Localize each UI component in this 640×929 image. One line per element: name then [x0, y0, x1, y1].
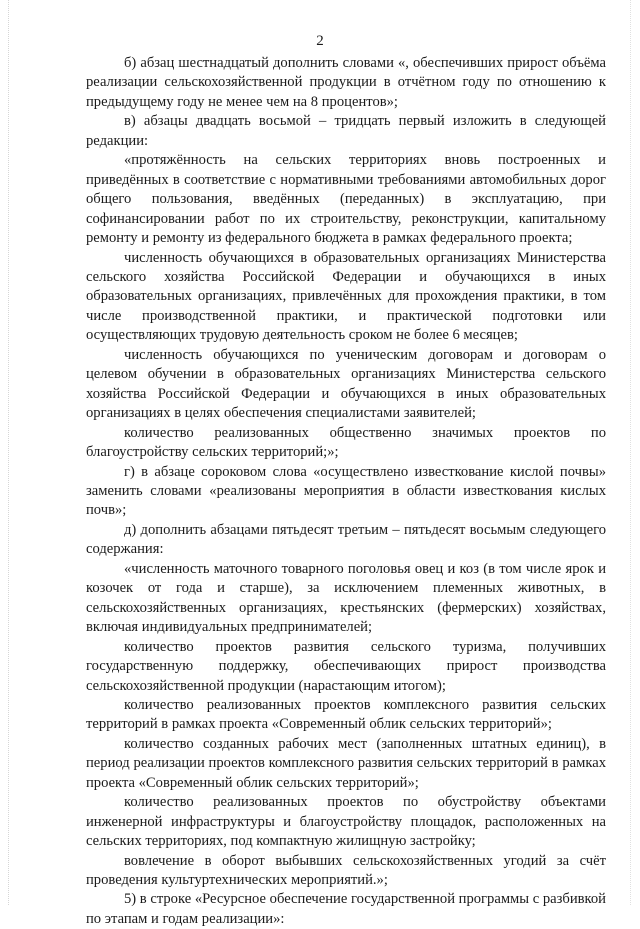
paragraph: численность обучающихся в образовательных организациях Министерства сельского хозяйства Российской Федерации и обучающихся в иных образовательных организациях, привлечённых для прохождения практики, в том числе производственной практики, и практической подготовки или осуществляющих трудовую деятельность сроком не более 6 месяцев; — [86, 249, 606, 344]
paragraph: количество проектов развития сельского туризма, получивших государственную поддержку, обеспечивающих прирост производства сельскохозяйственной продукции (нарастающим итогом); — [86, 638, 606, 694]
paragraph: количество реализованных проектов комплексного развития сельских территорий в рамках проекта «Современный облик сельских территорий»; — [86, 696, 606, 733]
paragraph: «протяжённость на сельских территориях вновь построенных и приведённых в соответствие с нормативными требованиями автомобильных дорог общего пользования, введённых (переданных) в эксплуатацию, при софинансировании работ по их строительству, реконструкции, капитальному ремонту и ремонту из федерального бюджета в рамках федерального проекта; — [86, 152, 606, 247]
scan-edge-left — [8, 0, 10, 905]
paragraph: численность обучающихся по ученическим договорам и договорам о целевом обучении в образовательных организациях Министерства сельского хозяйства Российской Федерации и обучающихся в иных образовательных организациях в целях обеспечения специалистами заявителей; — [86, 346, 606, 422]
paragraph: количество созданных рабочих мест (заполненных штатных единиц), в период реализации проектов комплексного развития сельских территорий в рамках проекта «Современный облик сельских территорий»; — [86, 735, 606, 791]
paragraph: количество реализованных общественно значимых проектов по благоустройству сельских территорий;»; — [86, 424, 606, 461]
paragraph: в) абзацы двадцать восьмой – тридцать первый изложить в следующей редакции: — [86, 113, 606, 149]
document-body — [86, 54, 606, 929]
paragraph: «численность маточного товарного поголовья овец и коз (в том числе ярок и козочек от года и старше), за исключением племенных животных, в сельскохозяйственных организациях, крестьянских (фермерских) хозяйствах, включая индивидуальных предпринимателей; — [86, 560, 606, 636]
paragraph: 5) в строке «Ресурсное обеспечение государственной программы с разбивкой по этапам и годам реализации»: — [86, 891, 606, 927]
paragraph: вовлечение в оборот выбывших сельскохозяйственных угодий за счёт проведения культуртехнических мероприятий.»; — [86, 852, 606, 889]
paragraph: количество реализованных проектов по обустройству объектами инженерной инфраструктуры и благоустройству площадок, расположенных на сельских территориях, под компактную жилищную застройку; — [86, 794, 606, 850]
scan-edge-right — [630, 0, 632, 905]
paragraph: д) дополнить абзацами пятьдесят третьим – пятьдесят восьмым следующего содержания: — [86, 521, 606, 558]
page-number: 2 — [316, 33, 324, 49]
paragraph: б) абзац шестнадцатый дополнить словами «, обеспечивших прирост объёма реализации сельскохозяйственной продукции в отчётном году по отношению к предыдущему году не менее чем на 8 процентов»; — [86, 55, 606, 110]
paragraph: г) в абзаце сороковом слова «осуществлено известкование кислой почвы» заменить словами «реализованы мероприятия в области известкования кислых почв»; — [86, 463, 606, 519]
